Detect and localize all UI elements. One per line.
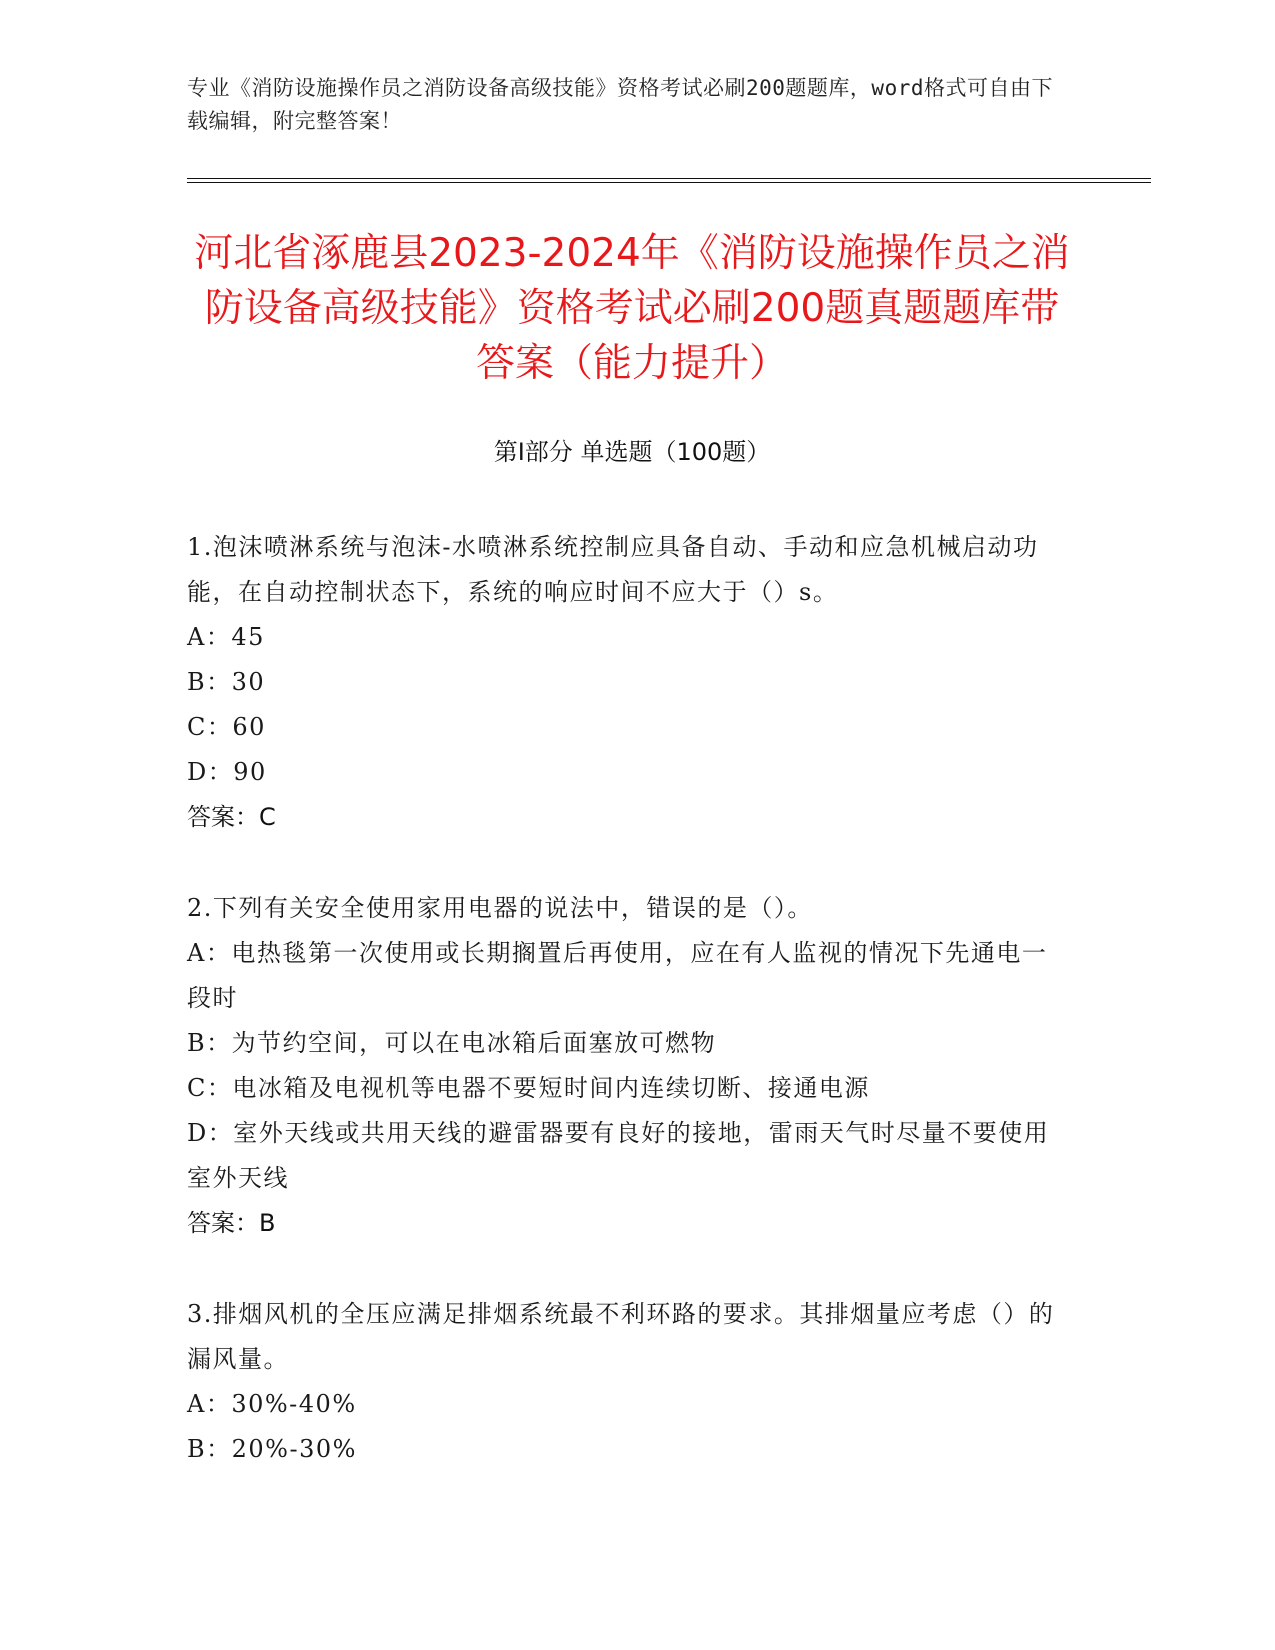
- header-note: 专业《消防设施操作员之消防设备高级技能》资格考试必刷200题题库，word格式可自由下载编辑，附完整答案！: [187, 76, 1053, 133]
- option-a: A：30%-40%: [187, 1390, 357, 1418]
- question-text: 2.下列有关安全使用家用电器的说法中，错误的是（）。: [187, 894, 813, 922]
- question-list: [187, 525, 1067, 1518]
- section-title: 第Ⅰ部分 单选题（100题）: [493, 438, 771, 466]
- option-a: A：45: [187, 623, 265, 651]
- answer: 答案：C: [187, 803, 276, 831]
- question-text: 1.泡沫喷淋系统与泡沫-水喷淋系统控制应具备自动、手动和应急机械启动功能，在自动控制状态下，系统的响应时间不应大于（）s。: [187, 533, 1039, 606]
- option-d: D：室外天线或共用天线的避雷器要有良好的接地，雷雨天气时尽量不要使用室外天线: [187, 1119, 1050, 1192]
- option-a: A：电热毯第一次使用或长期搁置后再使用，应在有人监视的情况下先通电一段时: [187, 939, 1048, 1012]
- option-d: D：90: [187, 758, 267, 786]
- option-c: C：电冰箱及电视机等电器不要短时间内连续切断、接通电源: [187, 1074, 870, 1102]
- question-2: [187, 886, 1067, 1246]
- header-divider-bottom: [187, 182, 1151, 183]
- document-title: 河北省涿鹿县2023-2024年《消防设施操作员之消防设备高级技能》资格考试必刷200题真题题库带答案（能力提升）: [194, 231, 1070, 386]
- question-text: 3.排烟风机的全压应满足排烟系统最不利环路的要求。其排烟量应考虑（）的漏风量。: [187, 1300, 1055, 1373]
- option-b: B：20%-30%: [187, 1435, 357, 1463]
- question-1: [187, 525, 1067, 840]
- header-divider-top: [187, 178, 1151, 179]
- option-b: B：30: [187, 668, 266, 696]
- question-3: [187, 1292, 1067, 1472]
- option-b: B：为节约空间，可以在电冰箱后面塞放可燃物: [187, 1029, 717, 1057]
- option-c: C：60: [187, 713, 266, 741]
- answer: 答案：B: [187, 1209, 276, 1237]
